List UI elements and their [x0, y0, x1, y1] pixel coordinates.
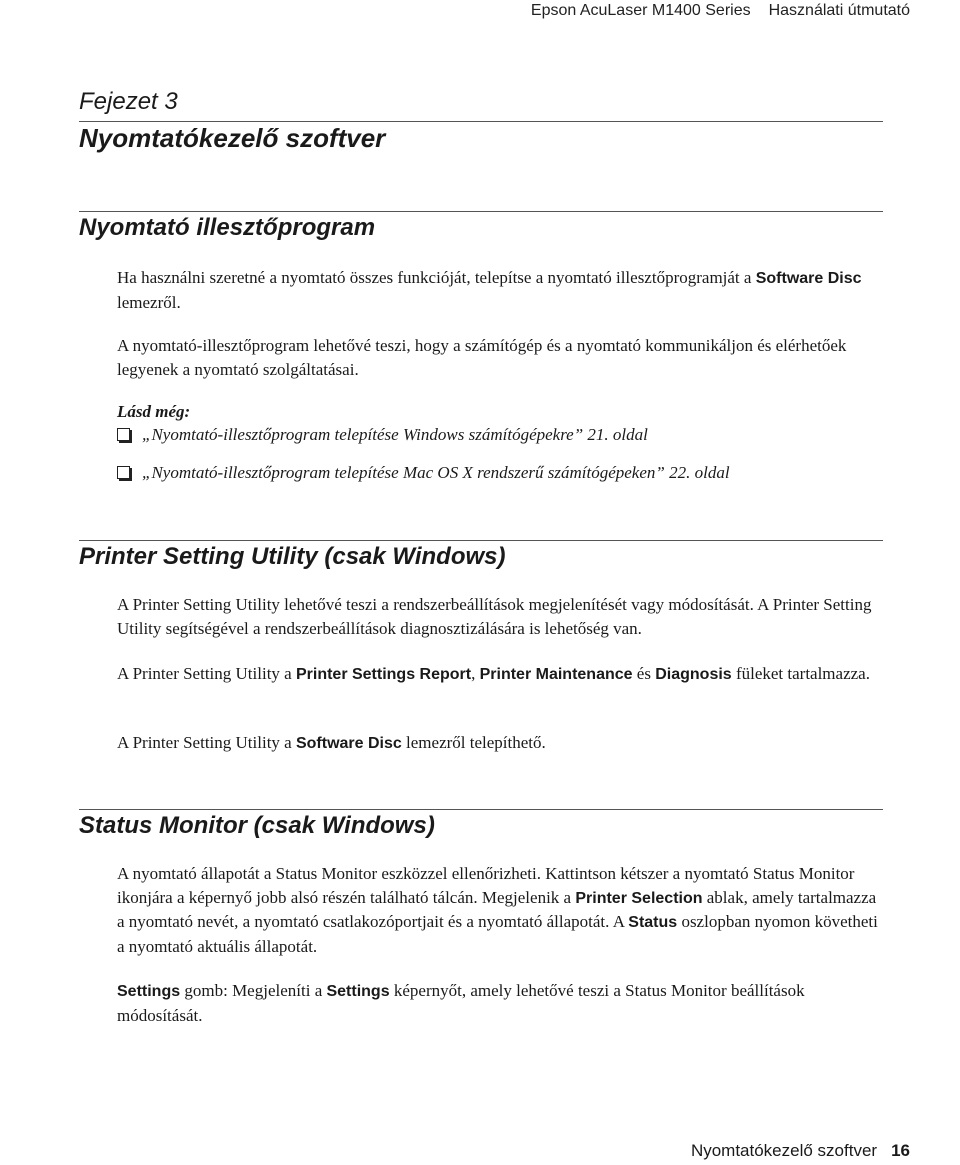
- page-number: 16: [891, 1141, 910, 1160]
- bold-term: Software Disc: [755, 270, 862, 287]
- see-also-item[interactable]: [117, 463, 730, 483]
- bold-term: Diagnosis: [655, 666, 732, 683]
- see-also-item[interactable]: [117, 425, 648, 445]
- paragraph: A Printer Setting Utility lehetővé teszi a rendszerbeállítások megjelenítését vagy módosítását. A Printer Setting Utility segítségével a rendszerbeállítások diagnosztizálására is lehetőség van.: [117, 595, 872, 638]
- see-also-label: Lásd még:: [117, 402, 191, 421]
- checkbox-bullet-icon: [117, 428, 130, 441]
- page-footer: [691, 1141, 910, 1161]
- footer-section-title: Nyomtatókezelő szoftver: [690, 1141, 878, 1160]
- header-product: Epson AcuLaser M1400 Series: [530, 2, 751, 19]
- cross-reference-link[interactable]: „Nyomtató-illesztőprogram telepítése Mac OS X rendszerű számítógépeken” 22. oldal: [142, 463, 730, 482]
- text: Ha használni szeretné a nyomtató összes funkcióját, telepítse a nyomtató illesztőprogramját a: [117, 268, 752, 287]
- text: A Printer Setting Utility a: [117, 733, 292, 752]
- text: és: [636, 664, 651, 683]
- text: A Printer Setting Utility a: [117, 664, 292, 683]
- header-document: Használati útmutató: [768, 2, 910, 19]
- chapter-number: Fejezet 3: [79, 88, 178, 115]
- section-rule: [79, 540, 883, 541]
- text: gomb: Megjeleníti a: [184, 981, 323, 1000]
- chapter-title: Nyomtatókezelő szoftver: [79, 123, 386, 153]
- text: ,: [471, 664, 476, 683]
- text: lemezről.: [117, 292, 181, 312]
- text: füleket tartalmazza.: [735, 664, 870, 683]
- bold-term: Settings: [117, 983, 181, 1000]
- bold-term: Printer Settings Report: [295, 666, 472, 683]
- chapter-rule: [79, 121, 883, 122]
- text: képernyőt, amely lehetővé teszi a Status Monitor beállítások módosítását.: [117, 981, 805, 1025]
- paragraph: [117, 979, 887, 1027]
- paragraph: [117, 731, 887, 756]
- text: lemezről telepíthető.: [406, 733, 546, 752]
- section-heading-status-monitor: Status Monitor (csak Windows): [79, 812, 435, 839]
- text: A nyomtató állapotát a Status Monitor eszközzel ellenőrizheti. Kattintson kétszer a nyomtató Status Monitor ikonjára a képernyő jobb alsó részén található tálcán. Megjelenik a: [117, 864, 855, 907]
- section-rule: [79, 809, 883, 810]
- bold-term: Status: [628, 914, 678, 931]
- paragraph: [117, 862, 887, 958]
- section-heading-printer-setting-utility: Printer Setting Utility (csak Windows): [79, 543, 506, 570]
- section-rule: [79, 211, 883, 212]
- checkbox-bullet-icon: [117, 466, 130, 479]
- paragraph: A nyomtató-illesztőprogram lehetővé teszi, hogy a számítógép és a nyomtató kommunikáljon és elérhetőek legyenek a nyomtató szolgáltatásai.: [117, 336, 847, 379]
- section-heading-printer-driver: Nyomtató illesztőprogram: [79, 214, 376, 241]
- text: ablak, amely tartalmazza a nyomtató nevét, a nyomtató csatlakozóportjait és a nyomtató állapotát. A: [117, 887, 877, 931]
- bold-term: Settings: [326, 983, 390, 1000]
- paragraph: [117, 266, 887, 314]
- bold-term: Printer Maintenance: [479, 666, 633, 683]
- paragraph: [117, 662, 887, 687]
- running-header: [531, 2, 910, 20]
- text: oszlopban nyomon követheti a nyomtató aktuális állapotát.: [117, 912, 878, 956]
- cross-reference-link[interactable]: „Nyomtató-illesztőprogram telepítése Windows számítógépekre” 21. oldal: [142, 425, 648, 444]
- bold-term: Printer Selection: [575, 889, 703, 907]
- bold-term: Software Disc: [295, 735, 402, 752]
